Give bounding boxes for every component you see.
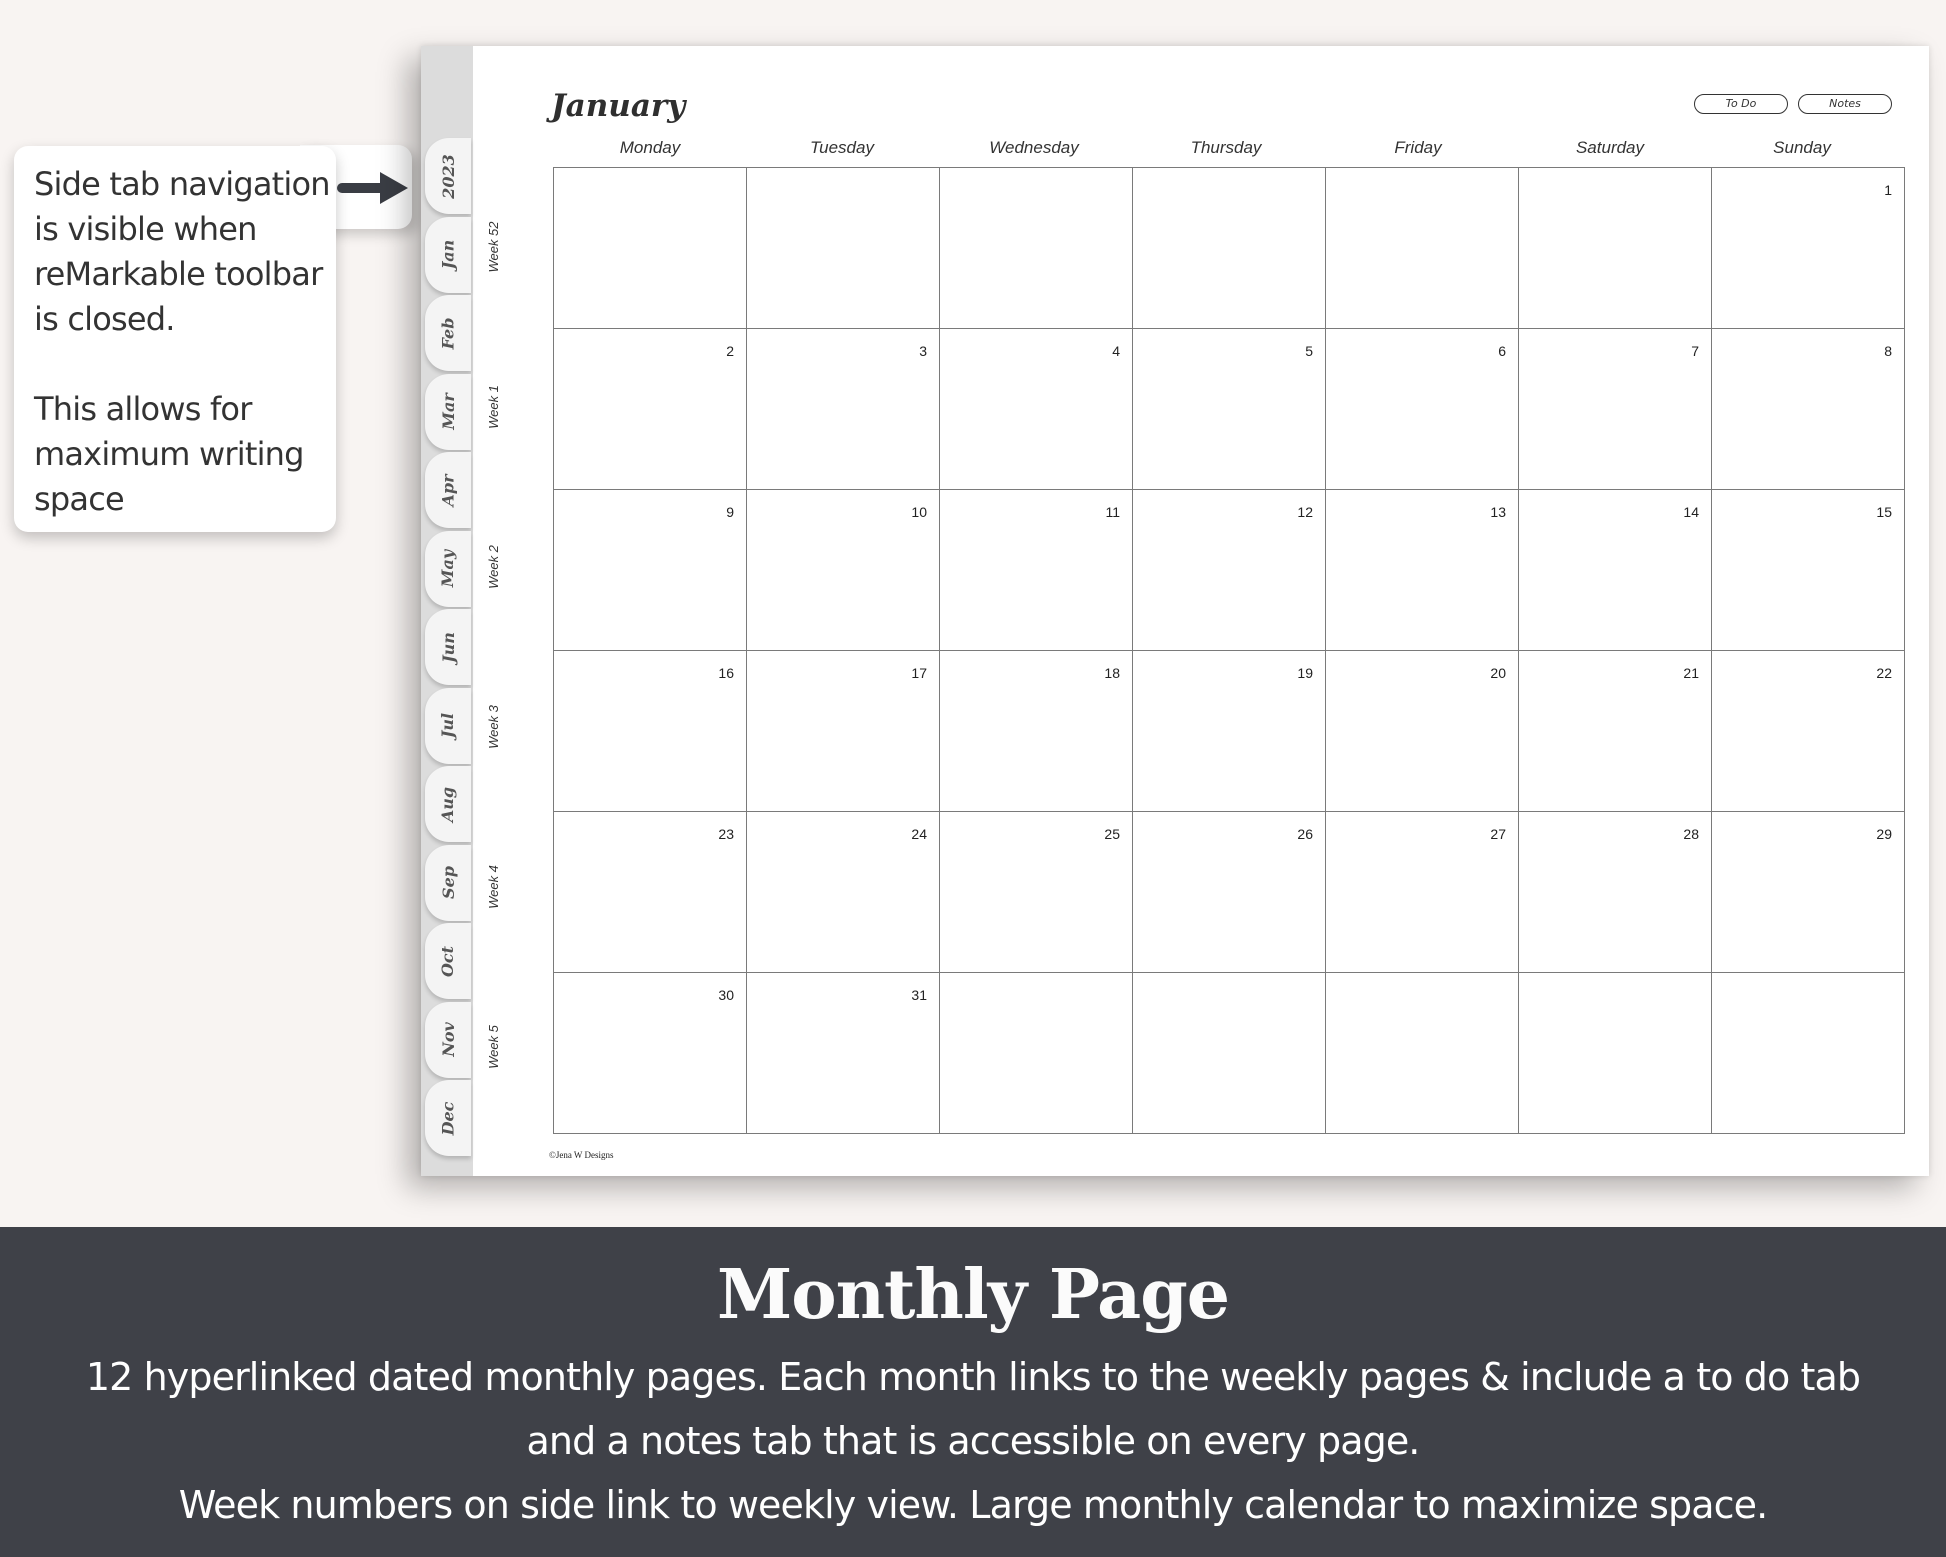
day-number: 28 — [1683, 826, 1699, 842]
week-number-link[interactable]: Week 1 — [486, 385, 501, 429]
day-cell[interactable] — [940, 973, 1133, 1134]
day-number: 21 — [1683, 665, 1699, 681]
week-number-link[interactable]: Week 2 — [486, 545, 501, 589]
side-tab-month[interactable] — [425, 374, 471, 450]
day-cell[interactable] — [554, 490, 747, 651]
day-number: 10 — [911, 504, 927, 520]
day-cell[interactable] — [554, 329, 747, 490]
side-tab-label: Dec — [438, 1101, 458, 1135]
day-cell[interactable] — [1712, 812, 1905, 973]
day-number: 5 — [1305, 343, 1313, 359]
side-tab-label: Mar — [438, 393, 458, 430]
day-number: 31 — [911, 987, 927, 1003]
day-number: 27 — [1490, 826, 1506, 842]
side-tab-month[interactable] — [425, 609, 471, 685]
side-tab-label: Feb — [438, 317, 458, 349]
callout-line: maximum writing — [34, 435, 304, 473]
day-cell[interactable] — [1133, 168, 1326, 329]
day-cell[interactable] — [1712, 973, 1905, 1134]
day-cell[interactable] — [554, 812, 747, 973]
day-cell[interactable] — [747, 651, 940, 812]
day-cell[interactable] — [747, 812, 940, 973]
side-tab-year[interactable] — [425, 138, 471, 214]
week-row — [554, 329, 1905, 490]
day-number: 26 — [1297, 826, 1313, 842]
day-cell[interactable] — [747, 490, 940, 651]
callout-line: This allows for — [34, 390, 252, 428]
side-tab-month[interactable] — [425, 217, 471, 293]
day-cell[interactable] — [1326, 812, 1519, 973]
day-cell[interactable] — [1712, 651, 1905, 812]
day-cell[interactable] — [1133, 329, 1326, 490]
weekday-header: Saturday — [1575, 138, 1645, 157]
day-number: 19 — [1297, 665, 1313, 681]
week-row — [554, 490, 1905, 651]
weekday-header: Thursday — [1190, 138, 1262, 157]
todo-tab-button[interactable]: To Do — [1694, 94, 1788, 114]
week-number-link[interactable]: Week 5 — [486, 1025, 501, 1069]
day-number: 22 — [1876, 665, 1892, 681]
day-cell[interactable] — [940, 490, 1133, 651]
side-tab-month[interactable] — [425, 923, 471, 999]
callout-line: is visible when — [34, 210, 257, 248]
weekday-header: Monday — [619, 138, 681, 157]
day-cell[interactable] — [1326, 490, 1519, 651]
day-cell[interactable] — [1133, 973, 1326, 1134]
day-cell[interactable] — [940, 812, 1133, 973]
day-cell[interactable] — [1519, 490, 1712, 651]
day-number: 23 — [718, 826, 734, 842]
weekday-header: Tuesday — [810, 138, 874, 157]
day-number: 15 — [1876, 504, 1892, 520]
callout-text — [34, 162, 334, 522]
day-number: 24 — [911, 826, 927, 842]
day-cell[interactable] — [1519, 812, 1712, 973]
footer-description: and a notes tab that is accessible on every page. — [526, 1419, 1420, 1463]
calendar-grid — [553, 167, 1905, 1134]
day-cell[interactable] — [1133, 812, 1326, 973]
day-cell[interactable] — [940, 651, 1133, 812]
day-number: 13 — [1490, 504, 1506, 520]
day-cell[interactable] — [747, 973, 940, 1134]
arrow-right-icon — [336, 168, 412, 208]
day-number: 14 — [1683, 504, 1699, 520]
day-number: 20 — [1490, 665, 1506, 681]
day-number: 8 — [1884, 343, 1892, 359]
day-cell[interactable] — [554, 168, 747, 329]
callout-line: reMarkable toolbar — [34, 255, 323, 293]
day-cell[interactable] — [1326, 168, 1519, 329]
day-cell[interactable] — [1519, 973, 1712, 1134]
side-tab-label: May — [438, 549, 458, 588]
side-tab-label: Oct — [438, 945, 458, 977]
day-cell[interactable] — [1519, 168, 1712, 329]
day-number: 11 — [1105, 504, 1120, 520]
day-cell[interactable] — [940, 329, 1133, 490]
side-tab-label: Apr — [438, 473, 458, 507]
side-tab-month[interactable] — [425, 531, 471, 607]
planner-page — [421, 46, 1929, 1176]
day-cell[interactable] — [747, 329, 940, 490]
side-tab-month[interactable] — [425, 845, 471, 921]
day-number: 6 — [1498, 343, 1506, 359]
day-number: 1 — [1884, 182, 1892, 198]
day-number: 29 — [1876, 826, 1892, 842]
day-cell[interactable] — [1712, 490, 1905, 651]
callout-line: Side tab navigation — [34, 165, 330, 203]
side-tab-label: Jun — [438, 631, 458, 663]
weekday-header: Sunday — [1773, 138, 1831, 157]
day-cell[interactable] — [554, 651, 747, 812]
side-tab-month[interactable] — [425, 452, 471, 528]
side-tab-label: Nov — [438, 1022, 458, 1057]
footer-description: Week numbers on side link to weekly view. Large monthly calendar to maximize space. — [178, 1483, 1768, 1527]
side-tab-month[interactable] — [425, 1002, 471, 1078]
day-number: 17 — [911, 665, 927, 681]
week-row — [554, 973, 1905, 1134]
day-cell[interactable] — [1326, 329, 1519, 490]
day-number: 4 — [1112, 343, 1120, 359]
side-tab-label: Jul — [438, 712, 458, 739]
day-cell[interactable] — [1326, 651, 1519, 812]
day-cell[interactable] — [1133, 490, 1326, 651]
week-row — [554, 812, 1905, 973]
day-cell[interactable] — [1326, 973, 1519, 1134]
weekday-header: Friday — [1394, 138, 1442, 157]
side-tab-label: 2023 — [438, 153, 458, 199]
day-number: 9 — [726, 504, 734, 520]
day-number: 25 — [1104, 826, 1120, 842]
day-cell[interactable] — [1712, 329, 1905, 490]
side-tab-month[interactable] — [425, 766, 471, 842]
day-cell[interactable] — [1519, 329, 1712, 490]
month-title: January — [551, 88, 686, 124]
side-tab-month[interactable] — [425, 688, 471, 764]
side-tab-label: Aug — [438, 786, 458, 822]
day-cell[interactable] — [554, 973, 747, 1134]
week-row — [554, 651, 1905, 812]
footer-banner — [0, 1227, 1946, 1557]
week-row — [554, 168, 1905, 329]
day-cell[interactable] — [940, 168, 1133, 329]
side-tab-label: Sep — [438, 866, 458, 899]
copyright: ©Jena W Designs — [549, 1150, 614, 1160]
notes-tab-button[interactable]: Notes — [1798, 94, 1892, 114]
day-number: 7 — [1691, 343, 1699, 359]
day-number: 3 — [919, 343, 927, 359]
day-cell[interactable] — [1519, 651, 1712, 812]
day-cell[interactable] — [1712, 168, 1905, 329]
day-cell[interactable] — [1133, 651, 1326, 812]
week-number-link[interactable]: Week 3 — [486, 705, 501, 749]
day-number: 16 — [718, 665, 734, 681]
week-number-link[interactable]: Week 4 — [486, 865, 501, 909]
day-number: 2 — [726, 343, 734, 359]
day-number: 12 — [1297, 504, 1313, 520]
footer-description: 12 hyperlinked dated monthly pages. Each month links to the weekly pages & include a to do tab — [85, 1355, 1861, 1399]
footer-title: Monthly Page — [716, 1255, 1230, 1335]
side-tab-month[interactable] — [425, 1080, 471, 1156]
week-number-link[interactable]: Week 52 — [486, 221, 501, 273]
side-tab-label: Jan — [438, 239, 458, 270]
day-number: 18 — [1104, 665, 1120, 681]
weekday-header: Wednesday — [989, 138, 1079, 157]
callout-line: is closed. — [34, 300, 175, 338]
side-tab-month[interactable] — [425, 295, 471, 371]
day-cell[interactable] — [747, 168, 940, 329]
day-number: 30 — [718, 987, 734, 1003]
callout-line: space — [34, 480, 124, 518]
